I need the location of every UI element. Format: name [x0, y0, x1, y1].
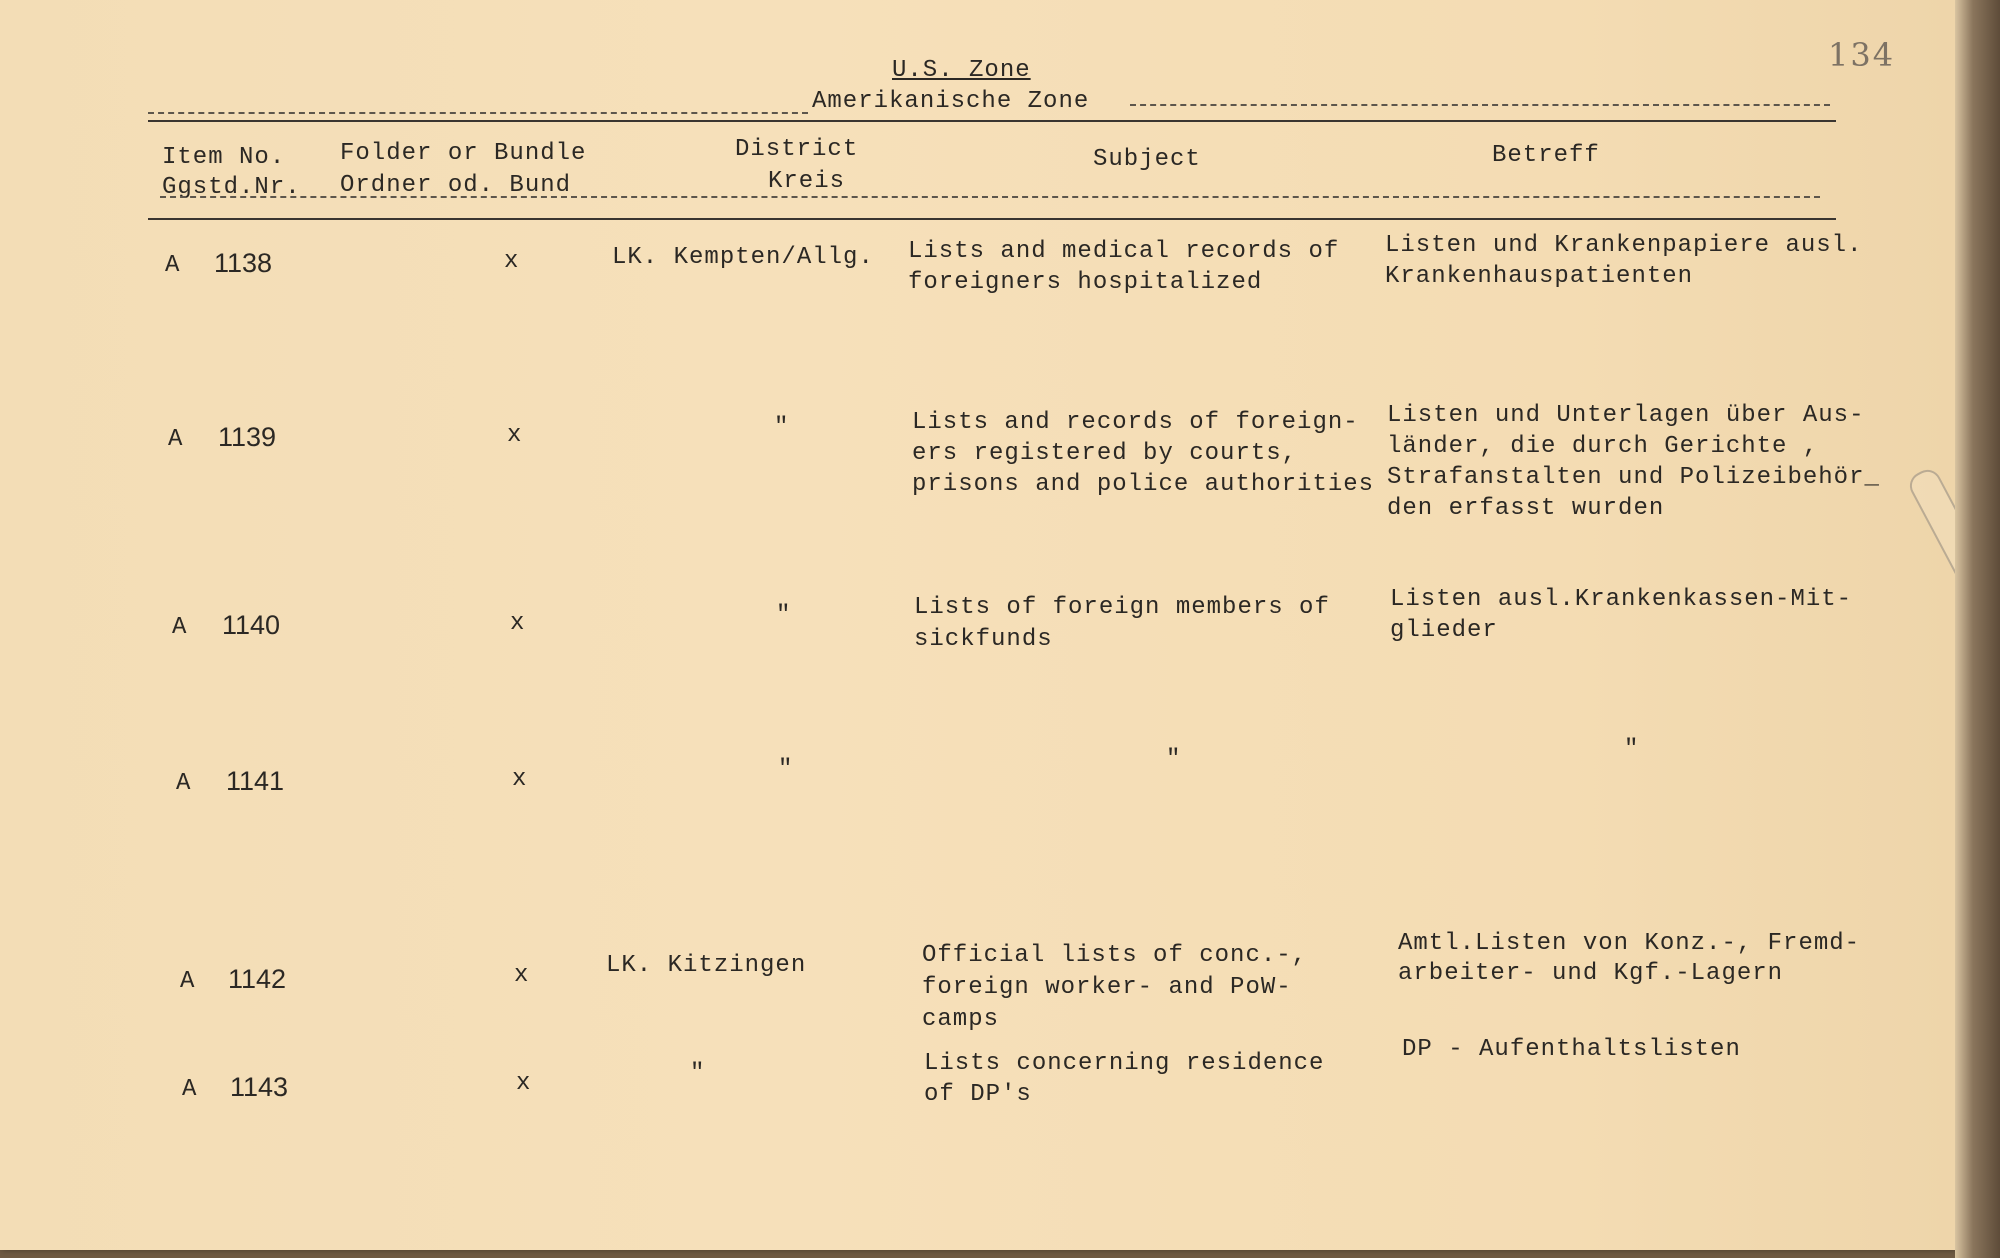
col-folder-en: Folder or Bundle	[340, 140, 587, 167]
subject-line: foreigners hospitalized	[908, 269, 1263, 296]
column-header-dash	[160, 196, 1820, 198]
district: "	[776, 602, 792, 629]
district: LK. Kitzingen	[606, 952, 807, 979]
subject-line: Official lists of conc.-,	[922, 942, 1308, 969]
betreff-line: "	[1624, 736, 1640, 763]
header-rule-top	[148, 120, 1836, 122]
folder-mark: x	[504, 248, 520, 275]
zone-title-en: U.S. Zone	[892, 57, 1031, 84]
page-number: 134	[1828, 36, 1896, 74]
betreff-line: länder, die durch Gerichte ,	[1387, 433, 1819, 460]
district: "	[774, 414, 790, 441]
item-prefix: A	[165, 252, 181, 279]
item-number: 1142	[228, 964, 287, 994]
subject-line: Lists concerning residence	[924, 1050, 1325, 1077]
betreff-line: den erfasst wurden	[1387, 495, 1665, 522]
district: "	[778, 756, 794, 783]
item-number: 1143	[230, 1072, 289, 1102]
subject-line: Lists and records of foreign-	[912, 409, 1359, 436]
betreff-line: Listen und Unterlagen über Aus-	[1387, 402, 1865, 429]
header-dash-left	[148, 112, 808, 114]
subject-line: "	[1166, 746, 1182, 773]
folder-mark: x	[516, 1070, 532, 1097]
folder-mark: x	[512, 766, 528, 793]
subject-line: sickfunds	[914, 626, 1053, 653]
item-prefix: A	[168, 426, 184, 453]
item-number: 1138	[214, 248, 273, 278]
district: "	[690, 1060, 706, 1087]
item-prefix: A	[172, 614, 188, 641]
subject-line: foreign worker- and PoW-	[922, 974, 1292, 1001]
header-dash-right	[1130, 104, 1830, 106]
subject-line: ers registered by courts,	[912, 440, 1298, 467]
card-stack-edge	[1955, 0, 2000, 1258]
col-betreff: Betreff	[1492, 142, 1600, 169]
item-number: 1139	[218, 422, 277, 452]
betreff-line: Listen ausl.Krankenkassen-Mit-	[1390, 586, 1853, 613]
col-district-de: Kreis	[768, 168, 846, 195]
betreff-line: arbeiter- und Kgf.-Lagern	[1398, 960, 1784, 987]
item-prefix: A	[182, 1076, 198, 1103]
betreff-line: Amtl.Listen von Konz.-, Fremd-	[1398, 930, 1861, 957]
zone-title-de: Amerikanische Zone	[812, 88, 1090, 115]
betreff-line: Listen und Krankenpapiere ausl.	[1385, 232, 1863, 259]
item-prefix: A	[176, 770, 192, 797]
subject-line: of DP's	[924, 1081, 1032, 1108]
folder-mark: x	[514, 962, 530, 989]
subject-line: Lists of foreign members of	[914, 594, 1330, 621]
col-item-en: Item No.	[162, 144, 286, 171]
district: LK. Kempten/Allg.	[612, 244, 874, 271]
betreff-line: Strafanstalten und Polizeibehör_	[1387, 464, 1880, 491]
col-folder-de: Ordner od. Bund	[340, 172, 572, 199]
betreff-line: Krankenhauspatienten	[1385, 263, 1694, 290]
betreff-line: glieder	[1390, 617, 1498, 644]
item-prefix: A	[180, 968, 196, 995]
subject-line: prisons and police authorities	[912, 471, 1375, 498]
col-district-en: District	[735, 136, 859, 163]
folder-mark: x	[507, 422, 523, 449]
header-rule-bottom	[148, 218, 1836, 220]
col-subject: Subject	[1093, 146, 1201, 173]
folder-mark: x	[510, 610, 526, 637]
col-item-de: Ggstd.Nr.	[162, 174, 301, 201]
item-number: 1140	[222, 610, 281, 640]
betreff-line: DP - Aufenthaltslisten	[1402, 1036, 1741, 1063]
item-number: 1141	[226, 766, 285, 796]
subject-line: camps	[922, 1006, 1000, 1033]
subject-line: Lists and medical records of	[908, 238, 1340, 265]
